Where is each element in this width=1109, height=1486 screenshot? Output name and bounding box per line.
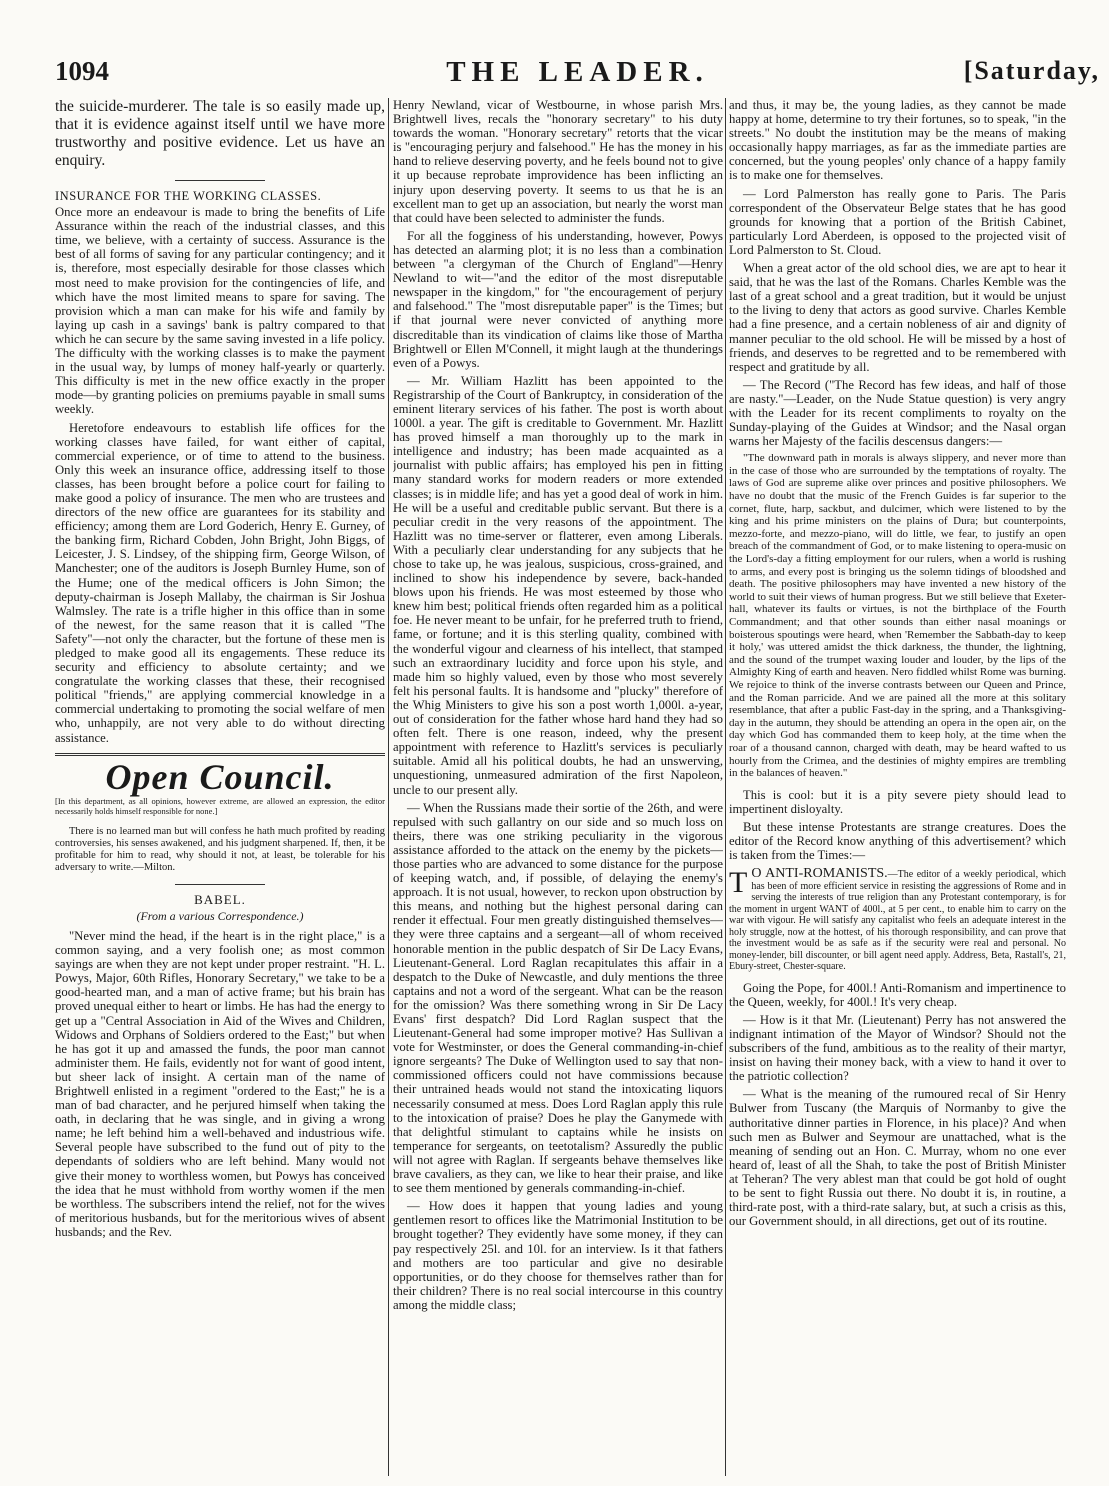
advertisement: [729, 868, 1066, 973]
article-paragraph: — Lord Palmerston has really gone to Paris. The Paris correspondent of the Observateur Belge states that he has good grounds for knowing that a portion of the British Cabinet, particularly Lord Aberdeen, is opposed to the projected visit of Lord Palmerston to St. Cloud.: [729, 186, 1066, 257]
article-paragraph: Once more an endeavour is made to bring the benefits of Life Assurance within the reach of the industrial classes, and this time, we believe, with a certainty of success. Assurance is the best of all forms of saving for any particular contingency; and it is, therefore, most especially desirable for those classes which most need to make provision for the contingencies of life, and which have the most limited means to spare for saving. The provision which a man can make for his wife and family by laying up cash in a savings' bank is paltry compared to that which he can secure by the same saving invested in a life policy. The difficulty with the working classes is to make the payment in the usual way, by lumps of money half-yearly or quarterly. This difficulty is met in the new office exactly in the proper mode—by granting policies on premiums payable in small sums weekly.: [55, 205, 385, 417]
advert-heading: O ANTI-ROMANISTS.: [751, 866, 888, 882]
section-divider: [175, 884, 265, 885]
insurance-heading: INSURANCE FOR THE WORKING CLASSES.: [55, 189, 322, 203]
article-paragraph: — How does it happen that young ladies and young gentlemen resort to offices like the Matrimonial Institution to be brought together? They evidently have some money, if they can pay respectively 25l. and 10l. for an interview. Is it that fathers and mothers are too particular and give no desirable opportunities, or do they choose for themselves rather than for their children? There is no real social intercourse in this country among the middle class;: [393, 1199, 723, 1312]
article-paragraph: Heretofore endeavours to establish life offices for the working classes have failed, for want either of capital, commercial experience, or of time to attend to the business. Only this week an insurance office, addressing itself to those classes, has been brought before a police court for failing to make good a policy of insurance. The men who are trustees and directors of the new office are guarantees for its stability and efficiency; among them are Lord Goderich, Henry E. Gurney, of the banking firm, Richard Cobden, John Bright, John Biggs, of Leicester, J. S. Lindsey, of the shipping firm, George Wilson, of Manchester; one of the auditors is Joseph Burnley Hume, son of the Hume; one of the medical officers is John Simon; the deputy-chairman is Joseph Mallaby, the chairman is Sir Joshua Walmsley. The rate is a trifle higher in this office than in some of the newest, for the same reason that it is called "The Safety"—not only the character, but the fortune of these men is pledged to make good all its engagements. These reduce its security and efficiency to absolute certainty; and we congratulate the working classes that these, their recognised political "friends," are applying commercial knowledge in a commercial undertaking to promoting the social welfare of men who, unhappily, are not very able to do without directing assistance.: [55, 420, 385, 745]
column-rule: [725, 98, 726, 1476]
article-paragraph: — How is it that Mr. (Lieutenant) Perry has not answered the indignant intimation of the Mayor of Windsor? Should not the subscribers of the fund, ambitious as to the reality of their martyr, insist on having their money back, with a view to hand it over to the patriotic collection?: [729, 1012, 1066, 1084]
column-1: [55, 98, 385, 1478]
article-paragraph: Going the Pope, for 400l.! Anti-Romanism and impertinence to the Queen, weekly, for 400l.! It's very cheap.: [729, 980, 1066, 1009]
article-paragraph: — What is the meaning of the rumoured recal of Sir Henry Bulwer from Tuscany (the Marquis of Normanby to give the authoritative dinner parties in Florence, in his place)? And when such men as Bulwer and Seymour are unattached, what is the meaning of sending out an Hon. C. Murray, whom no one ever heard of, least of all the Shah, to take the post of British Minister at Teheran? The very ablest man that could be got hold of ought to be sent to fight Russia out there. No doubt it is, in routine, a third-rate post, with a third-rate salary, but, at such a crisis as this, our Government should, in all directions, get out of its routine.: [729, 1087, 1066, 1229]
section-divider: [55, 753, 385, 756]
article-paragraph: — When the Russians made their sortie of the 26th, and were repulsed with such gallantry on our side and so much loss on theirs, there was one striking peculiarity in the vigorous assistance afforded to the attack on the enemy by the pickets—those parties who are advanced to some distance for the purpose of keeping watch, and, if possible, of delaying the enemy's approach. It is not usual, however, to reckon upon obstruction by this means, and nothing but the highest personal daring can render it effectual. Four men greatly distinguished themselves—they were three captains and a sergeant—all of whom received honorable mention in the public despatch of Sir De Lacy Evans, Lieutenant-General. Lord Raglan recapitulates this affair in a despatch to the Duke of Newcastle, and duly mentions the three captains and not a word of the sergeant. What can be the reason for the omission? Was there something wrong in Sir De Lacy Evans' first despatch? Did Lord Raglan suspect that the Lieutenant-General had some improper motive? Has Sullivan a vote for Westminster, or does the General commanding-in-chief ignore sergeants? The Duke of Wellington used to say that non-commissioned officers could not have commissions because their untrained heads would not stand the intoxicating liquors necessarily consumed at mess. Does Lord Raglan apply this rule to the intoxication of praise? Does he play the Ganymede with that delightful stimulant to captains while he insists on temperance for sergeants, on teetotalism? Assuredly the public will not agree with Raglan. If sergeants behave themselves like brave cavaliers, as they can, we like to hear their praise, and like to see them mentioned by generals commanding-in-chief.: [393, 800, 723, 1196]
page-header: [55, 52, 1100, 92]
column-2: [393, 98, 723, 1478]
article-paragraph: When a great actor of the old school dies, we are apt to hear it said, that he was the last of the Romans. Charles Kemble was the last of a great school and a great tradition, but it would be unjust to the living to deny that actors as good survive. Charles Kemble had a fine presence, and a certain nobleness of air and dignity of manner peculiar to the old school. He will be missed by a host of friends, and deserves to be regretted and to be remembered with respect and gratitude by all.: [729, 261, 1066, 374]
page-day: [Saturday,: [963, 56, 1100, 85]
article-paragraph: — The Record ("The Record has few ideas, and half of those are nasty."—Leader, on the Nude Statue question) is very angry with the Leader for its recent compliments to royalty on the Sunday-playing of the Guides at Windsor; and the Nasal organ warns her Majesty of the facilis descensus dangers:—: [729, 377, 1066, 449]
column-3: [729, 98, 1066, 1478]
article-paragraph: But these intense Protestants are strange creatures. Does the editor of the Record know anything of this advertisement? which is taken from the Times:—: [729, 819, 1066, 863]
newspaper-title: THE LEADER.: [446, 56, 709, 88]
article-paragraph: This is cool: but it is a pity severe piety should lead to impertinent disloyalty.: [729, 787, 1066, 816]
quoted-passage: "The downward path in morals is always slippery, and never more than in the case of those who are surrounded by the temptations of royalty. The laws of God are supreme alike over princes and positive philosophers. We have no doubt that the music of the French Guides is far superior to the cornet, flute, harp, sackbut, and dulcimer, which were listened to by the king and his prime ministers on the plains of Dura; but counterpoints, mezzo-forte, and mezzo-piano, will do little, we fear, to justify an open breach of the commandment of God, or to make listening to opera-music on the Lord's-day a fitting employment for our rulers, when a world is rushing to arms, and every post is bringing us the solemn tidings of bloodshed and death. The positive philosophers may have invented a new history of the world to suit their views of human progress. But we still believe that Exeter-hall, whatever its faults or virtues, is not the birthplace of the Fourth Commandment; and that other sounds than either nasal moanings or boisterous spoutings were heard, when 'Remember the Sabbath-day to keep it holy,' was uttered amidst the thick darkness, the thunder, the lightning, and the sound of the trumpet waxing louder and louder, by the lips of the Almighty King of earth and heaven. Nero fiddled whilst Rome was burning. We rejoice to think of the inverse contrasts between our Queen and Prince, and the Roman parricide. And we are pained all the more at this solitary resemblance, that after a public Fast-day in the spring, and a Thanksgiving-day in the autumn, they should be attending an opera in the open air, on the day which God has commanded them to keep holy, at the time when the roar of a thousand cannon, charged with death, may be heard wafted to us hourly from the Crimea, and the destinies of mighty empires are trembling in the balances of heaven.": [729, 452, 1066, 780]
article-paragraph: "Never mind the head, if the heart is in the right place," is a common saying, and a very foolish one; as most common sayings are when they are not kept under proper restraint. "H. L. Powys, Major, 60th Rifles, Honorary Secretary," we take to be a good-hearted man, and a man of active frame; but his brain has proved unequal either to heart or limbs. He has had the energy to get up a "Central Association in Aid of the Wives and Children, Widows and Orphans of Soldiers ordered to the East;" but when he has got it up and amassed the funds, the poor man cannot administer them. He fails, evidently not for want of good intent, but sheer lack of insight. A certain man of the name of Brightwell enlisted in a regiment "ordered to the East;" he is a man of bad character, and he perjured himself when taking the oath, in declaring that he was single, and in giving a wrong name; he left behind him a well-behaved and industrious wife. Several people have subscribed to the fund out of pity to the dependants of soldiers who are left behind. Many would not give their money to worthless women, but Powys has conceived the idea that he must withhold from worthy women if the men be worthless. The subscribers intend the relief, not for the wives of meritorious husbands, but for the meritorious wives of absent husbands; and the Rev.: [55, 928, 385, 1239]
babel-subheading: (From a various Correspondence.): [136, 908, 304, 923]
epigraph: There is no learned man but will confess he hath much profited by reading controversies, his senses awakened, and his judgment sharpened. If, then, it be profitable for him to read, why should it not, at least, be tolerable for his adversary to write.—Milton.: [55, 825, 385, 873]
drop-cap: T: [729, 866, 748, 900]
babel-heading: BABEL.: [194, 891, 246, 907]
article-paragraph: For all the fogginess of his understanding, however, Powys has detected an alarming plot; it is no less than a combination between "a clergyman of the Church of England"—Henry Newland to wit—"and the editor of the most disreputable newspaper in the kingdom," for "the encouragement of perjury and falsehood." The "most disreputable paper" is the Times; but if that journal were never convicted of anything more discreditable than its vindication of claims like those of Martha Brightwell or Ellen M'Connell, it might laugh at the thunderings even of a Powys.: [393, 228, 723, 370]
article-paragraph: — Mr. William Hazlitt has been appointed to the Registrarship of the Court of Bankruptcy, in consideration of the eminent literary services of his father. The post is worth about 1000l. a year. The gift is creditable to Government. Mr. Hazlitt has proved himself a man thoroughly up to the mark in intelligence and industry; has been made acquainted as a journalist with public affairs; has employed his pen in fitting many standard works for modern readers or more extended classes; is in middle life; and has yet a good deal of work in him. He will be a useful and creditable public servant. But there is a peculiar credit in the very reasons of the appointment. The Hazlitt was no time-server or flatterer, even among Liberals. With a peculiarly clear understanding for any subjects that he chose to take up, he was jealous, suspicious, cross-grained, and inclined to show his independence by severe, back-handed blows upon his friends. He was most esteemed by those who knew him best; political friends often regarded him as a political foe. He never meant to be unfair, for he preferred truth to friend, fame, or fortune; and it is this sterling quality, combined with the wonderful vigour and clearness of his intellect, that stamped such an extraordinary lucidity and force upon his style, and made him so highly valued, even by those who most severely felt his personal faults. It is handsome and "plucky" therefore of the Whig Ministers to give his son a post worth 1,000l. a-year, out of consideration for the father whose hard hand they had so often felt. There is one reason, indeed, why the present appointment with reference to Hazlitt's services is peculiarly suitable. Amid all his political doubts, he had an unswerving, unquestioning, unmeasured admiration of the first Napoleon, uncle to our present ally.: [393, 373, 723, 797]
lead-paragraph: the suicide-murderer. The tale is so easily made up, that it is evidence against itself until we have more trustworthy and positive evidence. Let us have an enquiry.: [55, 98, 385, 169]
advert-body: —The editor of a weekly periodical, which has been of more efficient service in resisting the aggressions of Rome and in serving the interests of true religion than any Protestant contemporary, is for the moment in urgent WANT of 400l., at 5 per cent., to enable him to carry on the war with vigour. He will satisfy any capitalist who feels an adequate interest in the holy struggle, now at the hottest, of his thorough responsibility, and can prove that the investment would be as safe as if the security were real and personal. No money-lender, bill discounter, or bill agent need apply. Address, Beta, Rastall's, 21, Ebury-street, Chester-square.: [729, 869, 1066, 973]
section-divider: [175, 180, 265, 181]
article-paragraph: and thus, it may be, the young ladies, as they cannot be made happy at home, determine to try their fortunes, so to speak, "in the streets." No doubt the institution may be the means of making occasionally happy marriages, as far as the immediate parties are concerned, but the young peoples' only chance of a happy family is to make one for themselves.: [729, 98, 1066, 183]
column-rule: [388, 98, 389, 1476]
article-paragraph: Henry Newland, vicar of Westbourne, in whose parish Mrs. Brightwell lives, recals the "honorary secretary" to his duty towards the woman. "Honorary secretary" retorts that the vicar is "encouraging perjury and falsehood." He has the money in his hand to relieve deserving poverty, and he feels bound not to give it up because reprobate improvidence has been inflicting an injury upon deserving poverty. It seems to us that he is an excellent man to get up an association, but nearly the worst man that could have been selected to administer the funds.: [393, 98, 723, 225]
open-council-title: Open Council.: [105, 756, 335, 797]
editorial-note: [In this department, as all opinions, however extreme, are allowed an expression, the editor necessarily holds himself responsible for none.]: [55, 795, 385, 816]
page-number: 1094: [55, 56, 109, 86]
